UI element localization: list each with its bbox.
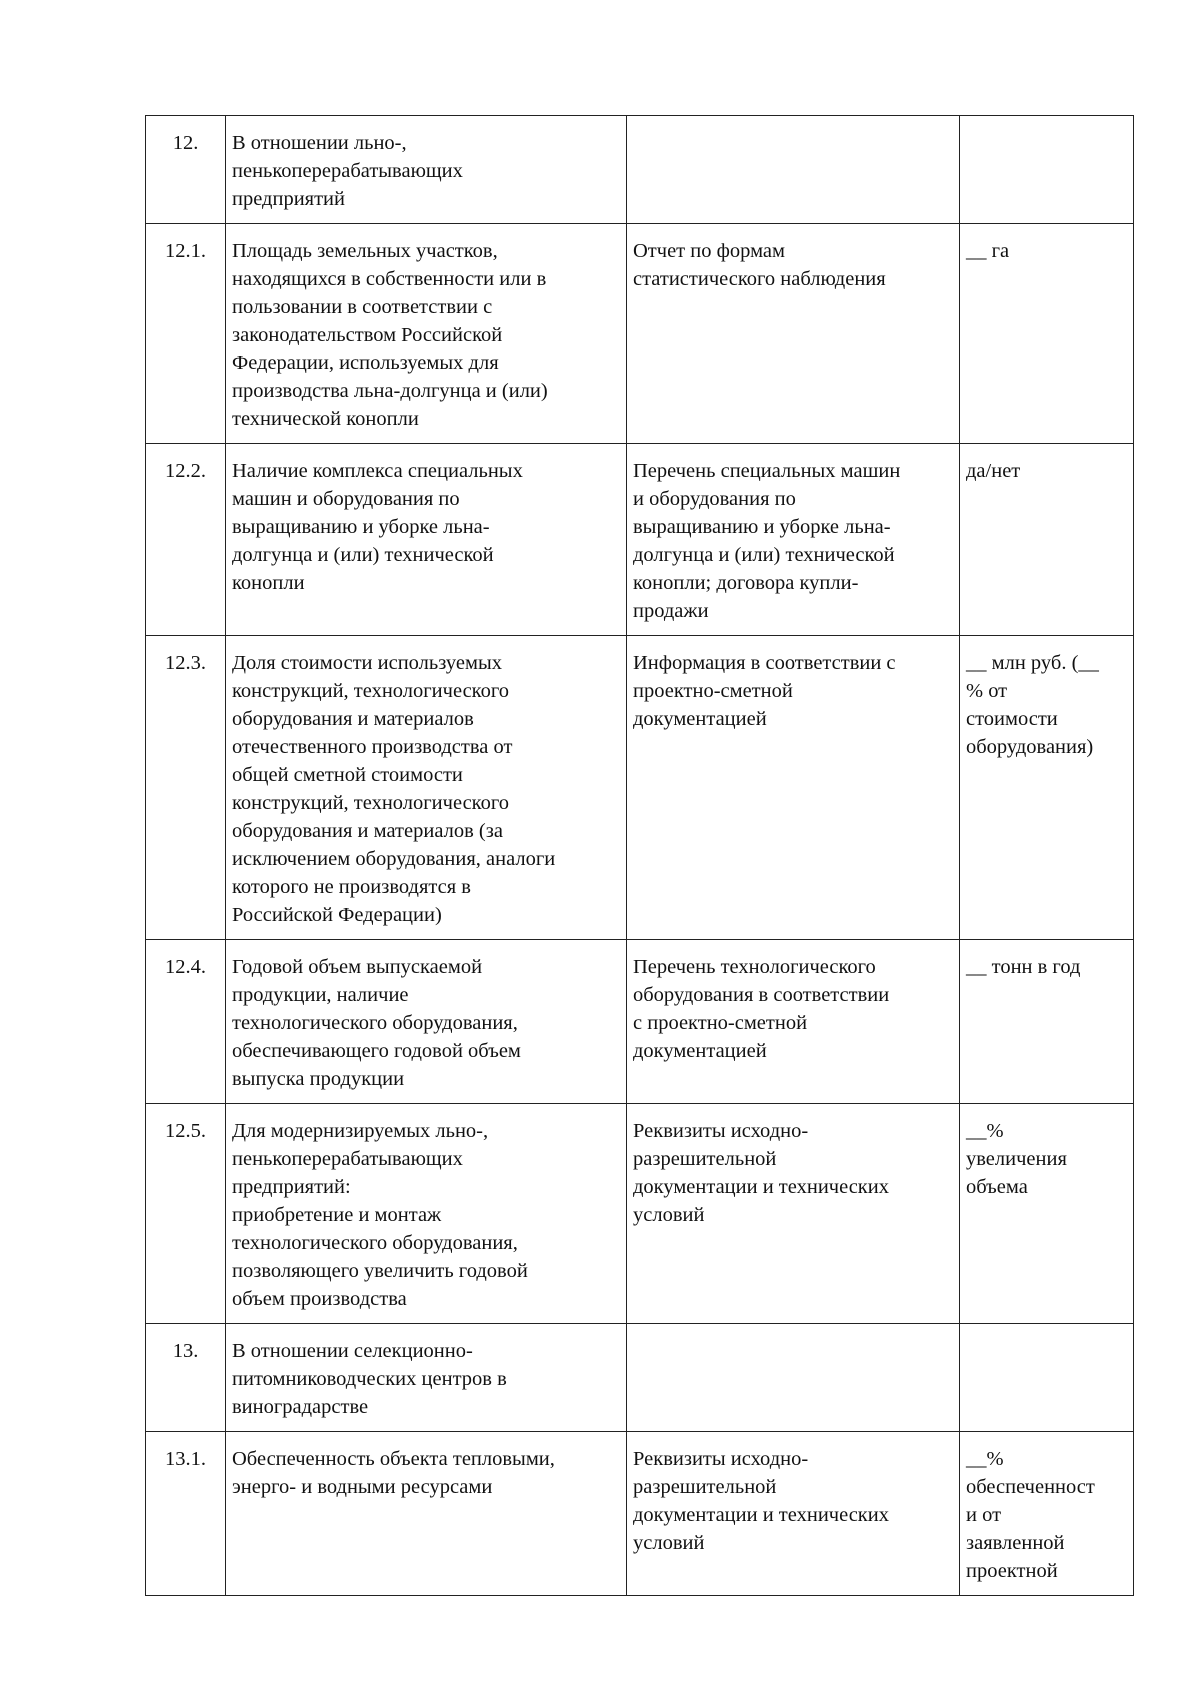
document-cell: Реквизиты исходно- разрешительной документации и технических условий <box>627 1432 960 1596</box>
table-row <box>146 1104 1134 1324</box>
value-cell <box>960 1324 1134 1432</box>
row-number: 12.4. <box>146 940 226 1104</box>
row-number: 12.5. <box>146 1104 226 1324</box>
indicator-cell: Обеспеченность объекта тепловыми, энерго- и водными ресурсами <box>226 1432 627 1596</box>
row-number: 12.3. <box>146 636 226 940</box>
document-cell: Перечень технологического оборудования в соответствии с проектно-сметной документацией <box>627 940 960 1104</box>
indicator-cell: В отношении льно-, пенькоперерабатывающих предприятий <box>226 116 627 224</box>
value-cell: __ га <box>960 224 1134 444</box>
value-cell: __ тонн в год <box>960 940 1134 1104</box>
table-row <box>146 116 1134 224</box>
table-row <box>146 1432 1134 1596</box>
value-cell: __% обеспеченност и от заявленной проектной <box>960 1432 1134 1596</box>
document-cell: Перечень специальных машин и оборудования по выращиванию и уборке льна- долгунца и (или) технической конопли; договора купли- продажи <box>627 444 960 636</box>
table-row <box>146 940 1134 1104</box>
value-cell: да/нет <box>960 444 1134 636</box>
table-row <box>146 1324 1134 1432</box>
document-cell <box>627 116 960 224</box>
indicator-cell: Годовой объем выпускаемой продукции, наличие технологического оборудования, обеспечивающего годовой объем выпуска продукции <box>226 940 627 1104</box>
value-cell: __% увеличения объема <box>960 1104 1134 1324</box>
indicator-cell: Для модернизируемых льно-, пенькоперерабатывающих предприятий: приобретение и монтаж технологического оборудования, позволяющего увеличить годовой объем производства <box>226 1104 627 1324</box>
document-cell: Реквизиты исходно- разрешительной документации и технических условий <box>627 1104 960 1324</box>
indicator-cell: Доля стоимости используемых конструкций, технологического оборудования и материалов отечественного производства от общей сметной стоимости конструкций, технологического оборудования и материалов (за исключением оборудования, аналоги которого не производятся в Российской Федерации) <box>226 636 627 940</box>
row-number: 12.2. <box>146 444 226 636</box>
row-number: 12. <box>146 116 226 224</box>
row-number: 12.1. <box>146 224 226 444</box>
table-row <box>146 636 1134 940</box>
indicator-cell: Наличие комплекса специальных машин и оборудования по выращиванию и уборке льна- долгунца и (или) технической конопли <box>226 444 627 636</box>
document-cell: Отчет по формам статистического наблюдения <box>627 224 960 444</box>
row-number: 13. <box>146 1324 226 1432</box>
table-row <box>146 444 1134 636</box>
indicator-cell: Площадь земельных участков, находящихся в собственности или в пользовании в соответствии с законодательством Российской Федерации, используемых для производства льна-долгунца и (или) технической конопли <box>226 224 627 444</box>
row-number: 13.1. <box>146 1432 226 1596</box>
value-cell <box>960 116 1134 224</box>
criteria-table <box>145 115 1134 1596</box>
document-cell: Информация в соответствии с проектно-сметной документацией <box>627 636 960 940</box>
document-cell <box>627 1324 960 1432</box>
value-cell: __ млн руб. (__ % от стоимости оборудования) <box>960 636 1134 940</box>
indicator-cell: В отношении селекционно- питомниководческих центров в виноградарстве <box>226 1324 627 1432</box>
table-row <box>146 224 1134 444</box>
